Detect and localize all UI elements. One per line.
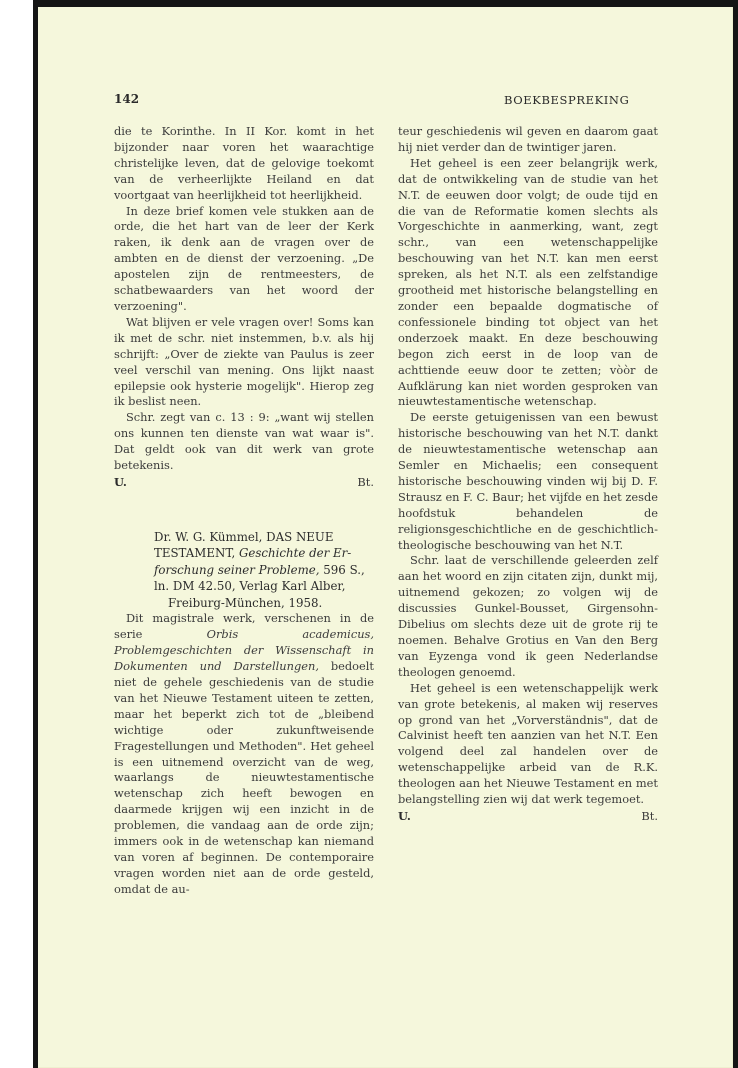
signature-right: Bt. [641, 808, 658, 823]
paragraph: die te Korinthe. In II Kor. komt in het bijzonder naar voren het waarachtige christelijke leven, dat de gelovige toekomt van de verheerlijkte Heiland en dat voortgaat van heerlijkheid tot heerlijkheid. [114, 124, 374, 202]
review-header-line: Dr. W. G. Kümmel, DAS NEUE [154, 529, 334, 544]
paragraph-text: Dit magistrale werk, verschenen in de serie [114, 611, 374, 642]
paragraph: In deze brief komen vele stukken aan de orde, die het hart van de leer der Kerk raken, ik denk aan de vragen over de ambten en de dienst der verzoening. „De apostelen zijn de rentmeesters, de schatbewaarders van het woord der verzoening". [114, 203, 374, 313]
scan-border-top [34, 0, 735, 7]
series-title: Orbis academicus, Problemgeschichten der Wissenschaft in Dokumenten und Darstellungen, [114, 627, 374, 674]
paragraph [114, 611, 374, 897]
review-header-subtitle: Geschichte der Er- [238, 546, 352, 561]
paragraph: Het geheel is een zeer belangrijk werk, dat de ontwikkeling van de studie van het N.T. de eeuwen door volgt; de oude tijd en die van de Reformatie komen slechts als Vorgeschichte in aanmerking, want, zegt schr., van een wetenschappelijke beschouwing van het N.T. kan men eerst spreken, als het N.T. als een zelfstandige grootheid met historische belangstelling en zonder een bepaalde dogmatische of confessionele binding tot object van het onderzoek maakt. En deze beschouwing begon zich eerst in de loop van de achttiende eeuw door te zetten; vòòr de Aufklärung kan niet worden gesproken van nieuwtestamentische wetenschap. [398, 155, 658, 409]
right-column [398, 124, 658, 825]
review-header-line: Freiburg-München, 1958. [168, 595, 323, 610]
signature [114, 475, 374, 491]
signature [398, 809, 658, 825]
signature-left: U. [398, 808, 411, 823]
paragraph: Schr. zegt van c. 13 : 9: „want wij stellen ons kunnen ten dienste van wat waar is". Dat geldt ook van dit werk van grote betekenis. [114, 410, 374, 473]
review-header-line: ln. DM 42.50, Verlag Karl Alber, [154, 579, 346, 594]
review-header-line: TESTAMENT, [154, 546, 236, 561]
paragraph-text: bedoelt niet de gehele geschiedenis van de studie van het Nieuwe Testament uiteen te zetten, maar het beperkt zich tot de „bleibend wichtige oder zukunftweisende Fragestellungen und Methoden". Het geheel is een uitnemend overzicht van de weg, waarlangs de nieuwtestamentische wetenschap zich heeft bewogen en daarmede krijgen wij een inzicht in de problemen, die vandaag aan de orde zijn; immers ook in de wetenschap kan niemand van voren af beginnen. De contemporaire vragen worden niet aan de orde gesteld, omdat de au- [114, 659, 375, 896]
running-head: BOEKBESPREKING [504, 93, 630, 107]
review-header-line: 596 S., [323, 562, 365, 577]
paragraph: Het geheel is een wetenschappelijk werk van grote betekenis, al maken wij reserves op grond van het „Vorverständnis", dat de Calvinist heeft ten aanzien van het N.T. Een volgend deel zal handelen over de wetenschappelijke arbeid van de R.K. theologen aan het Nieuwe Testament en met belangstelling zien wij dat werk tegemoet. [398, 680, 658, 807]
scan-border-left [33, 0, 38, 1068]
paragraph: De eerste getuigenissen van een bewust historische beschouwing van het N.T. dankt de nieuwtestamentische wetenschap aan Semler en Michaelis; een consequent historische beschouwing vinden wij bij D. F. Strausz en F. C. Baur; het vijfde en het zesde hoofdstuk behandelen de religionsgeschichtliche en de geschichtlich-theologische beschouwing van het N.T. [398, 410, 658, 552]
left-column [114, 124, 374, 898]
page-number: 142 [114, 92, 140, 106]
paragraph: Schr. laat de verschillende geleerden zelf aan het woord en zijn citaten zijn, dunkt mij, uitnemend gekozen; zo volgen wij de discussies Gunkel-Bousset, Girgensohn-Dibelius om slechts deze uit de grote rij te noemen. Behalve Grotius en Van den Berg van Eyzenga vond ik geen Nederlandse theologen genoemd. [398, 553, 658, 679]
scan-border-right [733, 0, 738, 1068]
review-header-subtitle: forschung seiner Probleme, [154, 562, 320, 577]
paragraph: Wat blijven er vele vragen over! Soms kan ik met de schr. niet instemmen, b.v. als hij schrijft: „Over de ziekte van Paulus is zeer veel verschil van mening. Ons lijkt naast epilepsie ook hysterie mogelijk". Hierop zeg ik beslist neen. [114, 314, 374, 409]
signature-left: U. [114, 474, 127, 489]
paragraph: teur geschiedenis wil geven en daarom gaat hij niet verder dan de twintiger jaren. [398, 124, 658, 154]
signature-right: Bt. [357, 474, 374, 489]
review-header [154, 529, 374, 612]
